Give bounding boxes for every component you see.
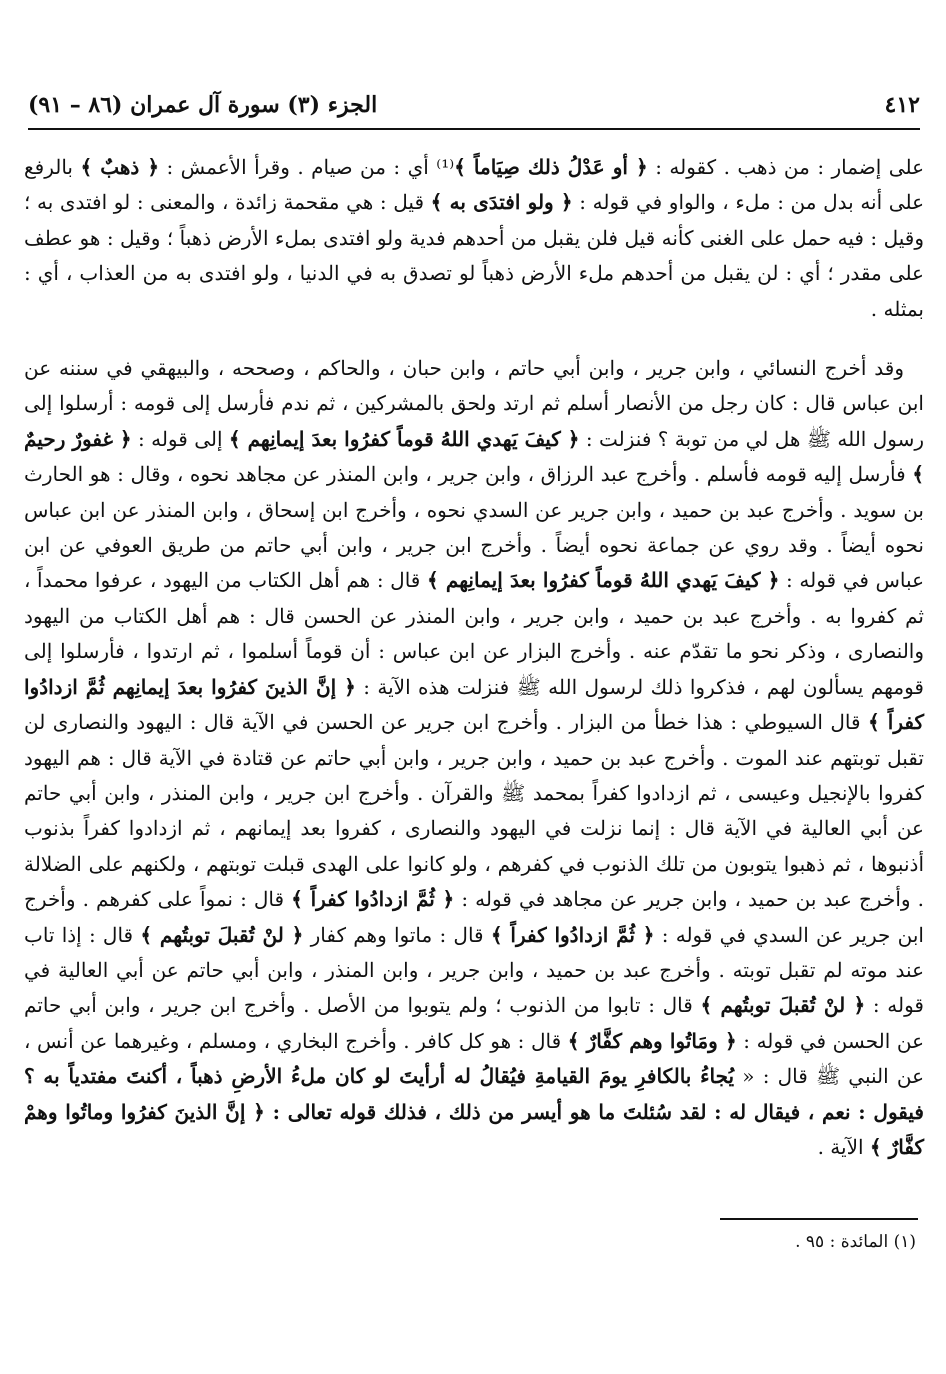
quran-quote: ﴿ غفورٌ رحيمٌ ﴾ <box>24 426 924 487</box>
quran-quote: ﴿ ولو افتدَى به ﴾ <box>430 190 573 215</box>
text-run: الآية . <box>817 1134 870 1159</box>
footnote: (١) المائدة : ٩٥ . <box>795 1232 916 1252</box>
footnote-rule <box>720 1218 918 1220</box>
text-run: قيل : هي مقحمة زائدة ، والمعنى : لو افتدى به ؛ وقيل : فيه حمل على الغنى كأنه قيل فلن يقبل من أحدهم فدية ولو افتدى بملء الأرض ذهباً ؛ وقيل : هو عطف على مقدر ؛ أي : لن يقبل من أحدهم ملء الأرض ذهباً لو تصدق به في الدنيا ، ولو افتدى به من العذاب ، أي : بمثله . <box>24 190 924 321</box>
text-run: قال : ماتوا وهم كفار <box>303 922 491 947</box>
quran-quote: ﴿ أو عَدْلُ ذلك صِيَاماً ﴾ <box>454 155 648 179</box>
quran-quote: ﴿ كيفَ يَهدي اللهُ قوماً كفرُوا بعدَ إيمانِهم ﴾ <box>228 426 580 451</box>
body-text <box>24 150 924 1165</box>
text-run: قال : هو كل كافر . وأخرج البخاري ، ومسلم ، وغيرهما عن أنس ، عن النبي ﷺ قال : « <box>24 1028 925 1089</box>
paragraph-narrations <box>24 351 924 1165</box>
quran-quote: ﴿ كيفَ يَهدي اللهُ قوماً كفرُوا بعدَ إيمانِهم ﴾ <box>426 568 780 593</box>
text-run: بالرفع على أنه بدل من : ملء ، والواو في قوله : <box>24 155 925 215</box>
quran-quote: ﴿ إنَّ الذينَ كفرُوا بعدَ إيمانِهم ثُمَّ ازدادُوا كفراً ﴾ <box>24 674 924 735</box>
quran-quote: ﴿ لنْ تُقبلَ توبتُهم ﴾ <box>700 993 866 1018</box>
text-run: قال : تابوا من الذنوب ؛ ولم يتوبوا من الأصل . وأخرج ابن جرير ، وابن أبي حاتم عن الحسن في قوله : <box>24 993 924 1053</box>
quran-quote: ﴿ ذهبٌ ﴾ <box>80 155 160 179</box>
quran-quote: ﴿ لنْ تُقبلَ توبتُهم ﴾ <box>140 922 304 947</box>
hadith-text: يُجاءُ بالكافرِ يومَ القيامةِ فيُقالُ له أرأيتَ لو كان ملءُ الأرضِ ذهباً ، أكنتَ مفتدياً به ؟ فيقول : نعم ، فيقال له : لقد سُئلتَ ما هو أيسر من ذلك ، فذلك قوله تعالى : <box>24 1064 924 1124</box>
quran-quote: ﴿ إنَّ الذينَ كفرُوا وماتُوا وهمْ كفَّارٌ ﴾ <box>24 1099 924 1159</box>
page-number: ٤١٢ <box>884 92 920 118</box>
text-run: على إضمار : من ذهب . كقوله : <box>647 155 925 179</box>
header-rule <box>28 128 920 130</box>
text-run: قال السيوطي : هذا خطأ من البزار . وأخرج ابن جرير عن الحسن في الآية قال : اليهود والنصارى لن تقبل توبتهم عند الموت . وأخرج عبد بن حميد ، وابن جرير ، وابن أبي حاتم عن قتادة في الآية قال : هم اليهود كفروا بالإنجيل وعيسى ، ثم ازدادوا كفراً بمحمد ﷺ والقرآن . وأخرج ابن جرير ، وابن المنذر ، وابن أبي حاتم عن أبي العالية في الآية قال : إنما نزلت في اليهود والنصارى ، كفروا بعد إيمانهم ، ثم ازدادوا كفراً بذنوب أذنبوها ، ثم ذهبوا يتوبون من تلك الذنوب في كفرهم ، ولو كانوا على الهدى قبلت توبتهم ، ولكنهم على الضلالة . وأخرج عبد بن حميد ، وابن جرير عن مجاهد في قوله : <box>24 710 924 912</box>
text-run: وقد أخرج النسائي ، وابن جرير ، وابن أبي حاتم ، وابن حبان ، والحاكم ، وصححه ، والبيهقي في سننه عن ابن عباس قال : كان رجل من الأنصار أسلم ثم ارتد ولحق بالمشركين ، ثم ندم فأرسل إلى قومه : أرسلوا إلى رسول الله ﷺ هل لي من توبة ؟ فنزلت : <box>24 356 925 451</box>
text-run: قال : هم أهل الكتاب من اليهود ، عرفوا محمداً ، ثم كفروا به . وأخرج عبد بن حميد ، وابن جرير ، وابن المنذر عن الحسن قال : هم أهل الكتاب من اليهود والنصارى ، وذكر نحو ما تقدّم عنه . وأخرج البزار عن ابن عباس : أن قوماً أسلموا ، ثم ارتدوا ، فأرسلوا إلى قومهم يسألون لهم ، فذكروا ذلك لرسول الله ﷺ فنزلت هذه الآية : <box>24 568 924 699</box>
paragraph-commentary <box>24 150 924 327</box>
text-run: فأرسل إليه قومه فأسلم . وأخرج عبد الرزاق ، وابن جرير ، وابن المنذر عن مجاهد نحوه ، وقال : هو الحارث بن سويد . وأخرج عبد بن حميد ، وابن جرير عن السدي نحوه ، وأخرج ابن إسحاق ، وابن المنذر عن ابن عباس نحوه أيضاً . وقد روي عن جماعة نحوه أيضاً . وأخرج ابن جرير ، وابن أبي حاتم من طريق العوفي عن ابن عباس في قوله : <box>24 462 924 593</box>
text-run: ⁽¹⁾ أي : من صيام . وقرأ الأعمش : <box>159 155 455 179</box>
running-title: الجزء (٣) سورة آل عمران (٨٦ – ٩١) <box>28 92 378 118</box>
quran-quote: ﴿ ومَاتُوا وهم كفَّارٌ ﴾ <box>567 1028 737 1053</box>
quran-quote: ﴿ ثُمَّ ازدادُوا كفراً ﴾ <box>490 922 655 947</box>
quran-quote: ﴿ ثُمَّ ازدادُوا كفراً ﴾ <box>291 887 455 912</box>
text-run: قال : إذا تاب عند موته لم تقبل توبته . وأخرج عبد بن حميد ، وابن جرير ، وابن المنذر ، وابن أبي حاتم عن أبي العالية في قوله : <box>24 922 924 1018</box>
page-header <box>28 90 920 130</box>
text-run: إلى قوله : <box>131 426 229 451</box>
text-run: قال : نمواً على كفرهم . وأخرج ابن جرير عن السدي في قوله : <box>24 887 924 947</box>
